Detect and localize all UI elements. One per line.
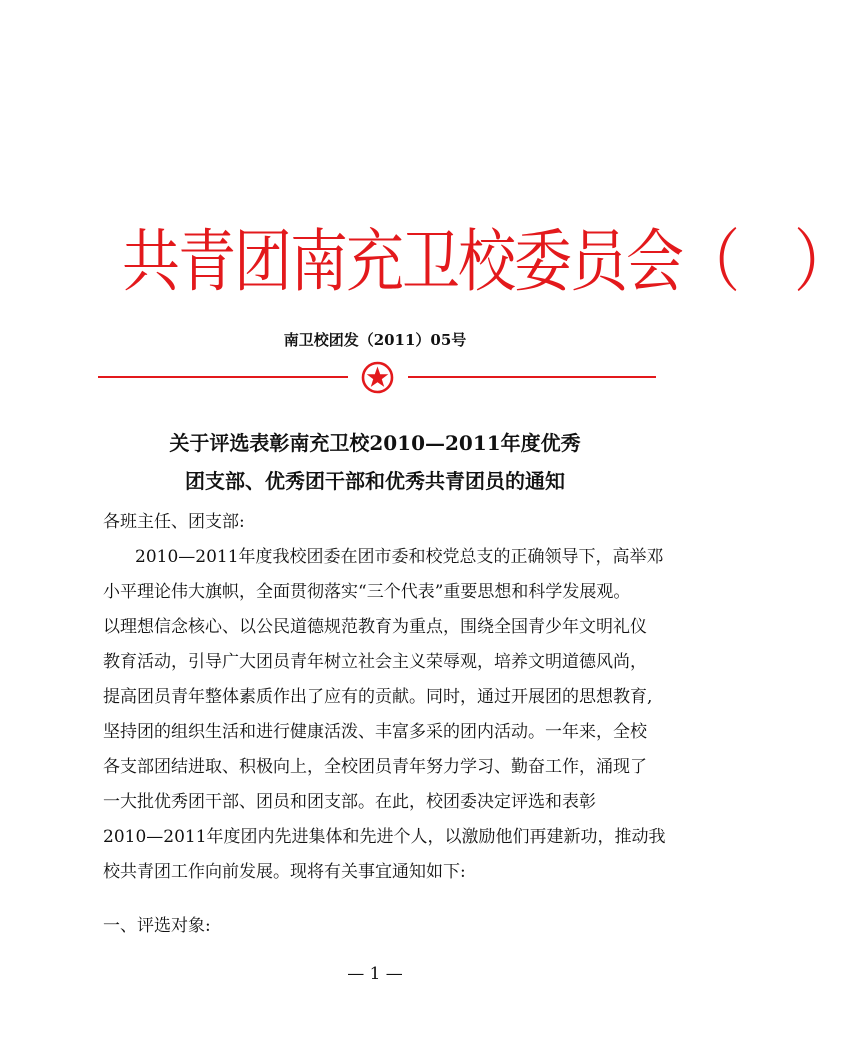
body-line: 校共青团工作向前发展。现将有关事宜通知如下: bbox=[103, 862, 466, 882]
body-line: 一大批优秀团干部、团员和团支部。在此，校团委决定评选和表彰 bbox=[103, 792, 596, 812]
red-divider-left bbox=[98, 376, 348, 378]
notice-title-line-2: 团支部、优秀团干部和优秀共青团员的通知 bbox=[185, 469, 565, 493]
notice-title-line-1: 关于评选表彰南充卫校2010—2011年度优秀 bbox=[169, 431, 581, 455]
body-line: 坚持团的组织生活和进行健康活泼、丰富多采的团内活动。一年来，全校 bbox=[103, 722, 647, 742]
document-number: 南卫校团发（2011）05号 bbox=[283, 331, 467, 349]
org-title: 共青团南充卫校委员会（ ） bbox=[122, 221, 850, 302]
body-line: 各支部团结进取、积极向上，全校团员青年努力学习、勤奋工作，涌现了 bbox=[103, 757, 647, 777]
body-line: 以理想信念核心、以公民道德规范教育为重点，围绕全国青少年文明礼仪 bbox=[103, 617, 647, 637]
body-line: 教育活动，引导广大团员青年树立社会主义荣辱观，培养文明道德风尚， bbox=[103, 652, 647, 672]
page-number: — 1 — bbox=[347, 964, 403, 984]
body-line: 提高团员青年整体素质作出了应有的贡献。同时，通过开展团的思想教育, bbox=[103, 687, 653, 707]
body-line: 2010—2011年度团内先进集体和先进个人，以激励他们再建新功，推动我 bbox=[103, 827, 666, 847]
section-heading: 一、评选对象: bbox=[103, 916, 211, 936]
star-in-circle-icon bbox=[361, 361, 394, 394]
red-divider-right bbox=[408, 376, 656, 378]
body-line: 小平理论伟大旗帜，全面贯彻落实“三个代表”重要思想和科学发展观。 bbox=[103, 582, 631, 602]
body-line: 2010—2011年度我校团委在团市委和校党总支的正确领导下，高举邓 bbox=[135, 547, 664, 567]
salutation: 各班主任、团支部: bbox=[103, 512, 245, 532]
